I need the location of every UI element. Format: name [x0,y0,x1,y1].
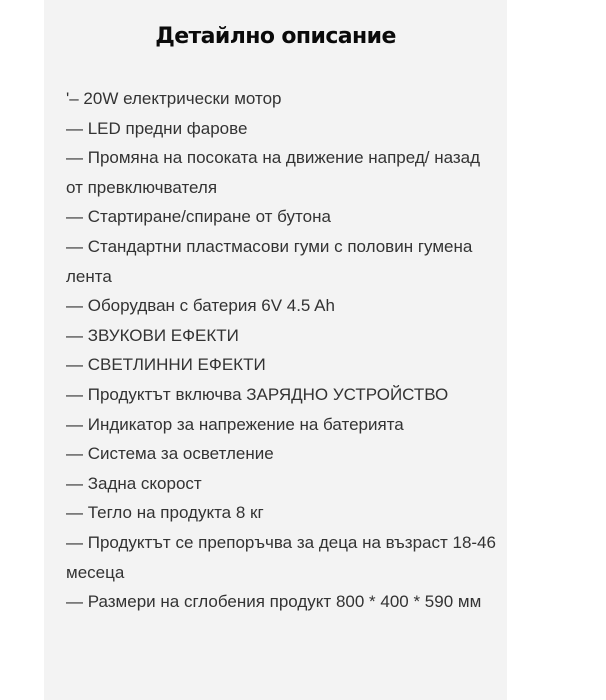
spec-item-light-effects: — СВЕТЛИННИ ЕФЕКТИ [66,355,266,375]
section-title: Детайлно описание [155,24,396,49]
spec-item-tyres: — Стандартни пластмасови гуми с половин гумена лента [66,236,473,286]
spec-item-headlights: — LED предни фарове [66,118,248,138]
spec-item-battery-indicator: — Индикатор за напрежение на батерията [66,414,404,434]
spec-item-charger: — Продуктът включва ЗАРЯДНО УСТРОЙСТВО [66,384,449,404]
spec-item-direction-switch: — Промяна на посоката на движение напред/ назад от превключвателя [66,148,481,197]
spec-item-motor: '– 20W електрически мотор [66,89,282,108]
spec-list [66,84,496,617]
spec-item-start-stop: — Стартиране/спиране от бутона [66,207,331,227]
spec-item-age-range: — Продуктът се препоръчва за деца на възраст 18-46 месеца [66,532,496,582]
spec-item-reverse: — Задна скорост [66,473,202,493]
spec-item-sound-effects: — ЗВУКОВИ ЕФЕКТИ [66,325,239,345]
spec-item-dimensions: — Размери на сглобения продукт 800 * 400 * 590 мм [66,592,482,612]
spec-item-battery: — Оборудван с батерия 6V 4.5 Ah [66,296,335,316]
spec-item-lighting-system: — Система за осветление [66,444,274,464]
spec-item-weight: — Тегло на продукта 8 кг [66,503,264,523]
description-panel [44,0,507,700]
